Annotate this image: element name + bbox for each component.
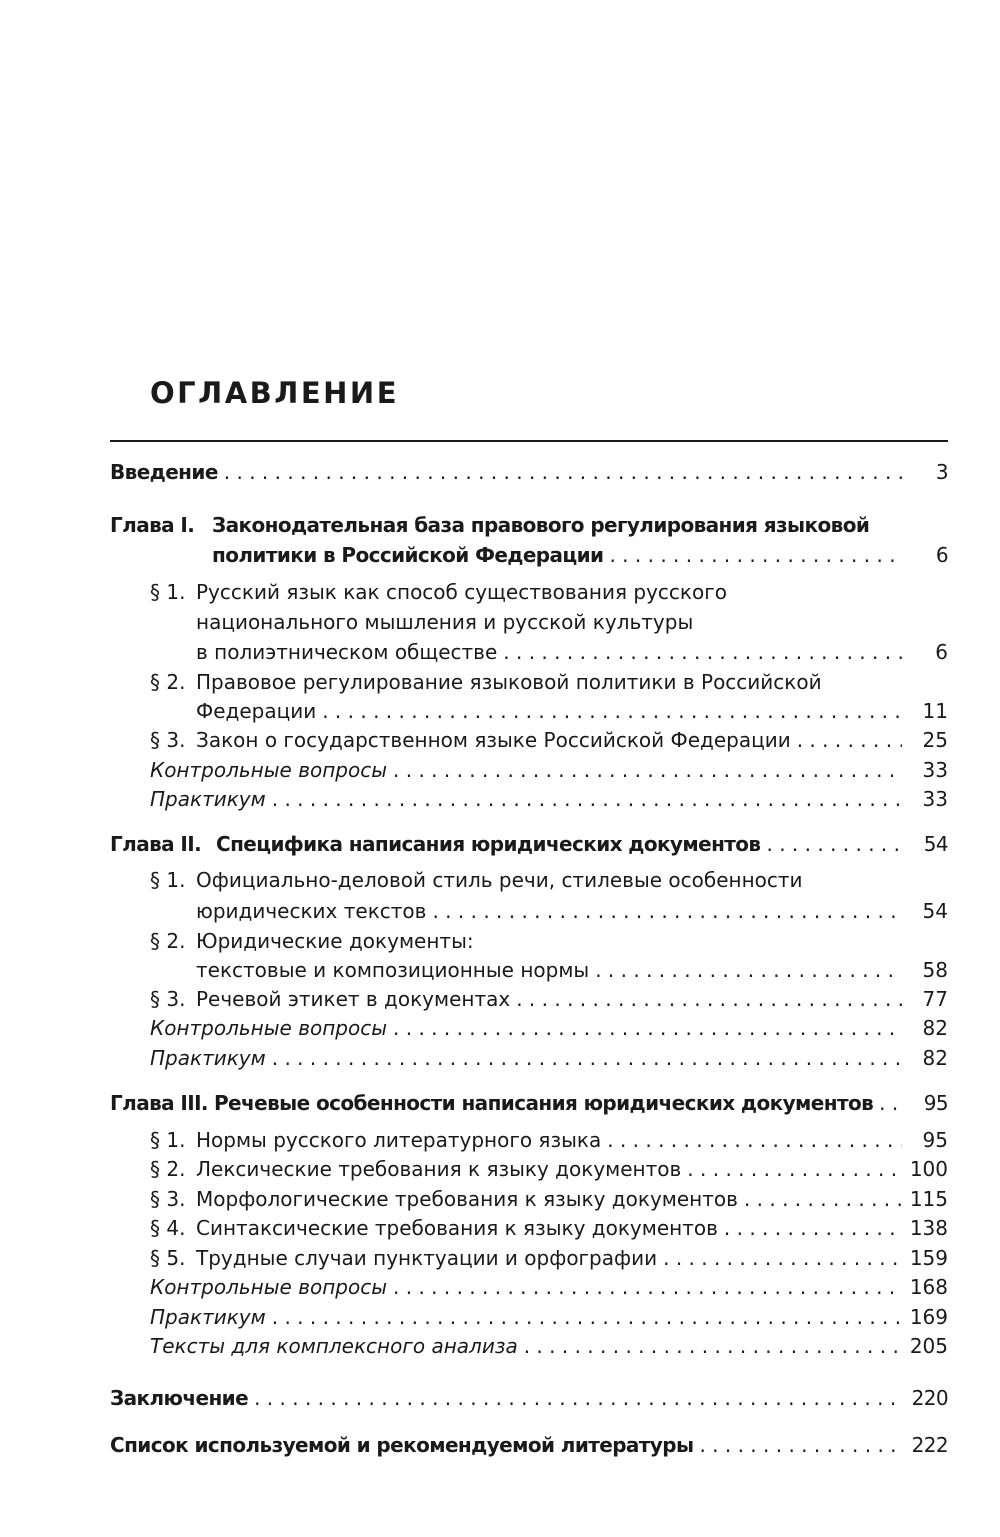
toc-entry-chapter-2[interactable] bbox=[216, 829, 948, 859]
dot-leader bbox=[879, 1088, 902, 1118]
page-number: 82 bbox=[922, 1016, 948, 1040]
toc-entry-ch3-practicum[interactable] bbox=[150, 1302, 948, 1332]
dot-leader bbox=[516, 984, 902, 1014]
page-number: 25 bbox=[922, 728, 948, 752]
section-number: § 3. bbox=[150, 728, 186, 752]
dot-leader bbox=[767, 829, 903, 859]
dot-leader bbox=[797, 725, 902, 755]
toc-entry-conclusion[interactable] bbox=[110, 1383, 948, 1413]
dot-leader bbox=[609, 540, 902, 570]
entry-label: политики в Российской Федерации bbox=[212, 543, 604, 567]
dot-leader bbox=[699, 1430, 902, 1460]
chapter-1-label: Глава I. bbox=[110, 513, 195, 537]
ch2-s2-line1[interactable]: Юридические документы: bbox=[196, 929, 474, 953]
page-number: 82 bbox=[922, 1046, 948, 1070]
page-number: 3 bbox=[935, 460, 948, 484]
toc-entry-ch1-questions[interactable] bbox=[150, 755, 948, 785]
entry-label: Контрольные вопросы bbox=[150, 1275, 388, 1299]
ch2-s1-line1[interactable]: Официально-деловой стиль речи, стилевые особенности bbox=[196, 868, 803, 892]
dot-leader bbox=[503, 637, 902, 667]
page-number: 54 bbox=[923, 832, 948, 856]
toc-entry-ch3-s2[interactable] bbox=[196, 1154, 948, 1184]
entry-label: Речевые особенности написания юридических документов bbox=[214, 1091, 874, 1115]
page-number: 95 bbox=[923, 1091, 948, 1115]
toc-entry-ch1-s3[interactable] bbox=[196, 725, 948, 755]
page-number: 220 bbox=[911, 1386, 948, 1410]
page-number: 33 bbox=[922, 758, 948, 782]
entry-label: в полиэтническом обществе bbox=[196, 640, 498, 664]
page-number: 6 bbox=[935, 543, 948, 567]
entry-label: Лексические требования к языку документов bbox=[196, 1157, 682, 1181]
toc-entry-ch2-questions[interactable] bbox=[150, 1013, 948, 1043]
section-number: § 2. bbox=[150, 670, 186, 694]
chapter-2-label: Глава II. bbox=[110, 832, 202, 856]
dot-leader bbox=[432, 896, 902, 926]
page-number: 168 bbox=[909, 1275, 948, 1299]
entry-label: Контрольные вопросы bbox=[150, 1016, 388, 1040]
entry-label: Специфика написания юридических документов bbox=[216, 832, 761, 856]
dot-leader bbox=[595, 955, 902, 985]
section-number: § 5. bbox=[150, 1246, 186, 1270]
entry-label: Заключение bbox=[110, 1386, 249, 1410]
page-number: 58 bbox=[922, 958, 948, 982]
dot-leader bbox=[724, 1213, 902, 1243]
entry-label: Речевой этикет в документах bbox=[196, 987, 511, 1011]
page-number: 159 bbox=[909, 1246, 948, 1270]
section-number: § 3. bbox=[150, 987, 186, 1011]
entry-label: Федерации bbox=[196, 699, 317, 723]
toc-entry-ch2-s3[interactable] bbox=[196, 984, 948, 1014]
entry-label: Список используемой и рекомендуемой литературы bbox=[110, 1433, 694, 1457]
section-number: § 1. bbox=[150, 868, 186, 892]
entry-label: текстовые и композиционные нормы bbox=[196, 958, 590, 982]
toc-entry-ch2-s2[interactable] bbox=[196, 955, 948, 985]
page-number: 100 bbox=[909, 1157, 948, 1181]
section-number: § 4. bbox=[150, 1216, 186, 1240]
page-number: 138 bbox=[909, 1216, 948, 1240]
entry-label: Тексты для комплексного анализа bbox=[150, 1334, 518, 1358]
toc-entry-chapter-3[interactable] bbox=[214, 1088, 948, 1118]
title-divider bbox=[110, 440, 948, 442]
entry-label: Практикум bbox=[150, 1046, 266, 1070]
page-number: 222 bbox=[911, 1433, 948, 1457]
entry-label: юридических текстов bbox=[196, 899, 427, 923]
chapter-1-title-line1[interactable]: Законодательная база правового регулирования языковой bbox=[212, 513, 870, 537]
page-number: 115 bbox=[909, 1187, 948, 1211]
page-number: 205 bbox=[909, 1334, 948, 1358]
page-number: 6 bbox=[935, 640, 948, 664]
toc-entry-chapter-1[interactable] bbox=[212, 540, 948, 570]
page-number: 169 bbox=[909, 1305, 948, 1329]
page-number: 54 bbox=[922, 899, 948, 923]
section-number: § 1. bbox=[150, 580, 186, 604]
page-title: ОГЛАВЛЕНИЕ bbox=[150, 376, 400, 410]
toc-entry-ch3-s4[interactable] bbox=[196, 1213, 948, 1243]
entry-label: Синтаксические требования к языку документов bbox=[196, 1216, 718, 1240]
toc-entry-bibliography[interactable] bbox=[110, 1430, 948, 1460]
dot-leader bbox=[254, 1383, 902, 1413]
section-number: § 2. bbox=[150, 929, 186, 953]
entry-label: Практикум bbox=[150, 787, 266, 811]
ch1-s1-line2[interactable]: национального мышления и русской культуры bbox=[196, 610, 694, 634]
dot-leader bbox=[687, 1154, 902, 1184]
page-number: 77 bbox=[922, 987, 948, 1011]
entry-label: Нормы русского литературного языка bbox=[196, 1128, 602, 1152]
toc-entry-ch3-texts[interactable] bbox=[150, 1331, 948, 1361]
entry-label: Введение bbox=[110, 460, 218, 484]
dot-leader bbox=[744, 1184, 902, 1214]
dot-leader bbox=[272, 1302, 902, 1332]
entry-label: Контрольные вопросы bbox=[150, 758, 388, 782]
section-number: § 2. bbox=[150, 1157, 186, 1181]
dot-leader bbox=[663, 1243, 902, 1273]
toc-entry-intro[interactable] bbox=[110, 457, 948, 487]
entry-label: Трудные случаи пунктуации и орфографии bbox=[196, 1246, 658, 1270]
toc-entry-ch3-s3[interactable] bbox=[196, 1184, 948, 1214]
entry-label: Практикум bbox=[150, 1305, 266, 1329]
ch1-s1-line1[interactable]: Русский язык как способ существования русского bbox=[196, 580, 727, 604]
page-number: 11 bbox=[922, 699, 948, 723]
dot-leader bbox=[607, 1125, 902, 1155]
toc-entry-ch2-practicum[interactable] bbox=[150, 1043, 948, 1073]
toc-entry-ch3-questions[interactable] bbox=[150, 1272, 948, 1302]
dot-leader bbox=[524, 1331, 902, 1361]
dot-leader bbox=[272, 1043, 902, 1073]
section-number: § 1. bbox=[150, 1128, 186, 1152]
section-number: § 3. bbox=[150, 1187, 186, 1211]
dot-leader bbox=[393, 1272, 902, 1302]
dot-leader bbox=[272, 784, 902, 814]
toc-entry-ch1-s1[interactable] bbox=[196, 637, 948, 667]
toc-entry-ch1-s2[interactable] bbox=[196, 696, 948, 726]
toc-entry-ch2-s1[interactable] bbox=[196, 896, 948, 926]
dot-leader bbox=[393, 755, 902, 785]
dot-leader bbox=[224, 457, 902, 487]
ch1-s2-line1[interactable]: Правовое регулирование языковой политики в Российской bbox=[196, 670, 822, 694]
page-number: 33 bbox=[922, 787, 948, 811]
toc-entry-ch3-s1[interactable] bbox=[196, 1125, 948, 1155]
dot-leader bbox=[393, 1013, 902, 1043]
page-number: 95 bbox=[922, 1128, 948, 1152]
dot-leader bbox=[322, 696, 902, 726]
toc-entry-ch3-s5[interactable] bbox=[196, 1243, 948, 1273]
toc-entry-ch1-practicum[interactable] bbox=[150, 784, 948, 814]
entry-label: Морфологические требования к языку документов bbox=[196, 1187, 738, 1211]
entry-label: Закон о государственном языке Российской Федерации bbox=[196, 728, 791, 752]
chapter-3-label: Глава III. bbox=[110, 1091, 208, 1115]
